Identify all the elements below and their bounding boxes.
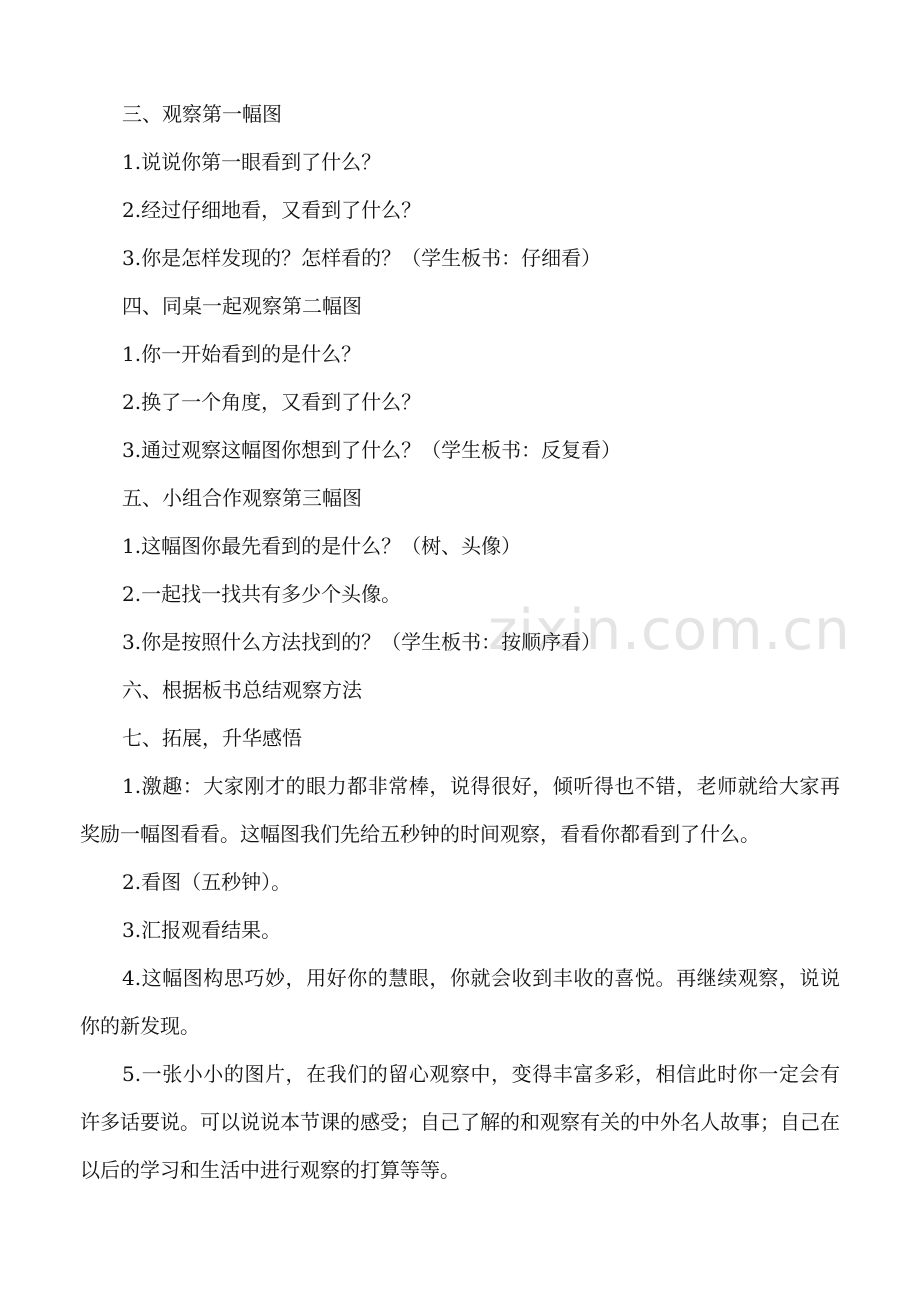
section-heading-4: 四、同桌一起观察第二幅图 (122, 294, 362, 318)
step-line: 3.汇报观看结果。 (122, 918, 282, 942)
question-line: 2.换了一个角度，又看到了什么？ (122, 390, 422, 414)
question-line: 1.这幅图你最先看到的是什么？（树、头像） (122, 534, 522, 558)
question-line: 3.你是按照什么方法找到的？（学生板书：按顺序看） (122, 630, 602, 654)
question-line: 1.你一开始看到的是什么？ (122, 342, 362, 366)
paragraph-4: 4.这幅图构思巧妙，用好你的慧眼，你就会收到丰收的喜悦。再继续观察，说说你的新发现。 (80, 966, 840, 1038)
watermark: zixin.com.cn (488, 598, 851, 663)
question-line: 3.你是怎样发现的？怎样看的？（学生板书：仔细看） (122, 246, 602, 270)
question-line: 2.一起找一找共有多少个头像。 (122, 582, 402, 606)
step-line: 2.看图（五秒钟）。 (122, 870, 292, 894)
section-heading-3: 三、观察第一幅图 (122, 102, 282, 126)
section-heading-7: 七、拓展，升华感悟 (122, 726, 302, 750)
section-heading-5: 五、小组合作观察第三幅图 (122, 486, 362, 510)
question-line: 2.经过仔细地看，又看到了什么？ (122, 198, 422, 222)
question-line: 3.通过观察这幅图你想到了什么？（学生板书：反复看） (122, 438, 622, 462)
question-line: 1.说说你第一眼看到了什么？ (122, 150, 382, 174)
paragraph-5: 5.一张小小的图片，在我们的留心观察中，变得丰富多彩，相信此时你一定会有许多话要说。可以说说本节课的感受；自己了解的和观察有关的中外名人故事；自己在以后的学习和生活中进行观察的打算等等。 (80, 1062, 840, 1182)
section-heading-6: 六、根据板书总结观察方法 (122, 678, 362, 702)
paragraph-1: 1.激趣：大家刚才的眼力都非常棒，说得很好，倾听得也不错，老师就给大家再奖励一幅图看看。这幅图我们先给五秒钟的时间观察，看看你都看到了什么。 (80, 774, 840, 846)
